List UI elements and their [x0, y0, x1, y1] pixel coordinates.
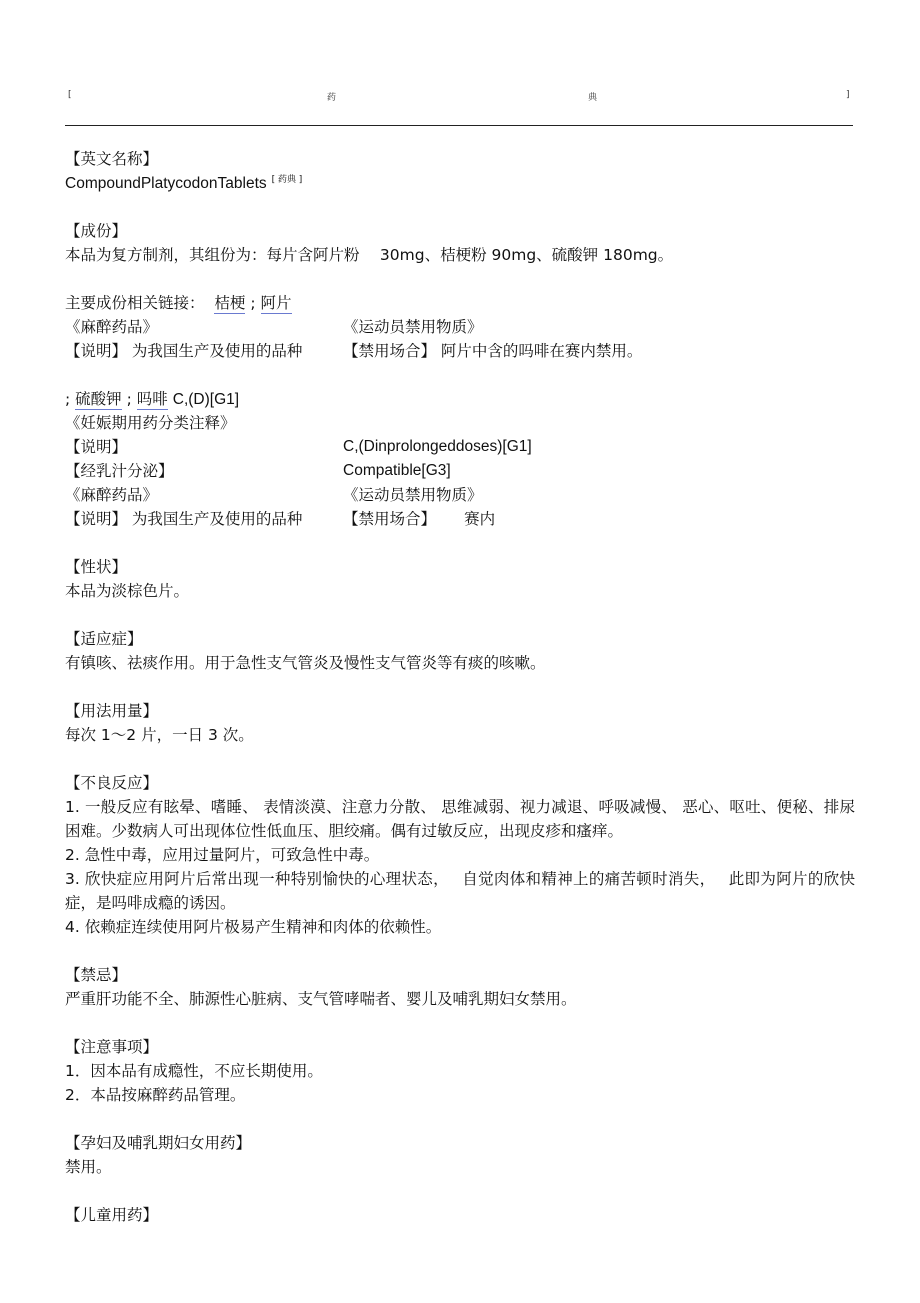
- header-divider: [65, 125, 853, 126]
- banned-substances-title: 《运动员禁用物质》: [343, 486, 483, 504]
- pregnancy-row: [65, 435, 855, 459]
- header-right-bracket: ]: [846, 90, 850, 100]
- english-name-line: [65, 171, 855, 195]
- header-title-char-2: 典: [588, 93, 598, 103]
- morphine-titles-row: [65, 483, 855, 507]
- pregnancy-text: 禁用。: [65, 1158, 112, 1176]
- english-name-value: CompoundPlatycodonTablets: [65, 175, 267, 192]
- narcotics-title: 《麻醉药品》: [65, 486, 159, 504]
- indications-text: 有镇咳、祛痰作用。用于急性支气管炎及慢性支气管炎等有痰的咳嗽。: [65, 654, 546, 672]
- indications-heading: 【适应症】: [65, 630, 143, 648]
- children-heading: 【儿童用药】: [65, 1206, 159, 1224]
- related-links-line: [65, 291, 855, 315]
- dosage-heading: 【用法用量】: [65, 702, 159, 720]
- dosage-text: 每次 1～2 片，一日 3 次。: [65, 726, 254, 744]
- header-title-char-1: 药: [327, 93, 337, 103]
- banned-substances-title: 《运动员禁用物质》: [343, 318, 483, 336]
- link-platycodon[interactable]: 桔梗: [214, 294, 246, 312]
- link-morphine[interactable]: 吗啡: [136, 390, 168, 408]
- link-separator: ;: [250, 294, 256, 312]
- opium-titles-row: [65, 315, 855, 339]
- composition-text: 本品为复方制剂，其组份为：每片含阿片粉 30mg、桔梗粉 90mg、硫酸钾 180mg。: [65, 246, 674, 264]
- precautions-heading: 【注意事项】: [65, 1038, 159, 1056]
- precaution-item: 2．本品按麻醉药品管理。: [65, 1086, 246, 1104]
- morphine-notes-row: [65, 507, 855, 531]
- english-name-heading: 【英文名称】: [65, 150, 159, 168]
- banned-occasion-note: 【禁用场合】 阿片中含的吗啡在赛内禁用。: [343, 342, 643, 360]
- related-links-line-2: [65, 387, 855, 411]
- link-prefix: ;: [65, 390, 71, 408]
- pregnancy-category-title: 《妊娠期用药分类注释》: [65, 414, 236, 432]
- adverse-item: 2. 急性中毒，应用过量阿片，可致急性中毒。: [65, 846, 380, 864]
- adverse-item: 3. 欣快症应用阿片后常出现一种特别愉快的心理状态， 自觉肉体和精神上的痛苦顿时消失， 此即为阿片的欣快症，是吗啡成瘾的诱因。: [65, 870, 855, 912]
- precaution-item: 1．因本品有成瘾性，不应长期使用。: [65, 1062, 323, 1080]
- english-name-tag: [ 药典 ]: [271, 175, 303, 185]
- contraindications-text: 严重肝功能不全、肺源性心脏病、支气管哮喘者、婴儿及哺乳期妇女禁用。: [65, 990, 577, 1008]
- related-links-label: 主要成份相关链接：: [65, 294, 205, 312]
- pregnancy-heading: 【孕妇及哺乳期妇女用药】: [65, 1134, 252, 1152]
- adverse-item: 4. 依赖症连续使用阿片极易产生精神和肉体的依赖性。: [65, 918, 442, 936]
- banned-occasion-note: 【禁用场合】 赛内: [343, 510, 496, 528]
- pregnancy-row-label: 【说明】: [65, 438, 128, 456]
- properties-heading: 【性状】: [65, 558, 128, 576]
- document-body: [65, 147, 855, 1227]
- narcotics-note: 【说明】 为我国生产及使用的品种: [65, 510, 303, 528]
- pregnancy-row-value: Compatible[G3]: [343, 462, 451, 479]
- narcotics-title: 《麻醉药品》: [65, 318, 159, 336]
- composition-heading: 【成份】: [65, 222, 128, 240]
- link-potassium-sulfate[interactable]: 硫酸钾: [75, 390, 122, 408]
- adverse-heading: 【不良反应】: [65, 774, 159, 792]
- link-separator: ;: [126, 390, 132, 408]
- morphine-category: C,(D)[G1]: [172, 391, 240, 408]
- adverse-item: 1. 一般反应有眩晕、嗜睡、 表情淡漠、注意力分散、 思维减弱、视力减退、呼吸减慢、 恶心、呕吐、便秘、排尿困难。少数病人可出现体位性低血压、胆绞痛。偶有过敏反应，出现皮疹和瘙痒。: [65, 798, 855, 840]
- narcotics-note: 【说明】 为我国生产及使用的品种: [65, 342, 303, 360]
- contraindications-heading: 【禁忌】: [65, 966, 128, 984]
- properties-text: 本品为淡棕色片。: [65, 582, 190, 600]
- opium-notes-row: [65, 339, 855, 363]
- header-left-bracket: [: [68, 90, 72, 100]
- link-opium[interactable]: 阿片: [260, 294, 292, 312]
- pregnancy-row: [65, 459, 855, 483]
- pregnancy-row-value: C,(Dinprolongeddoses)[G1]: [343, 438, 532, 455]
- pregnancy-row-label: 【经乳汁分泌】: [65, 462, 174, 480]
